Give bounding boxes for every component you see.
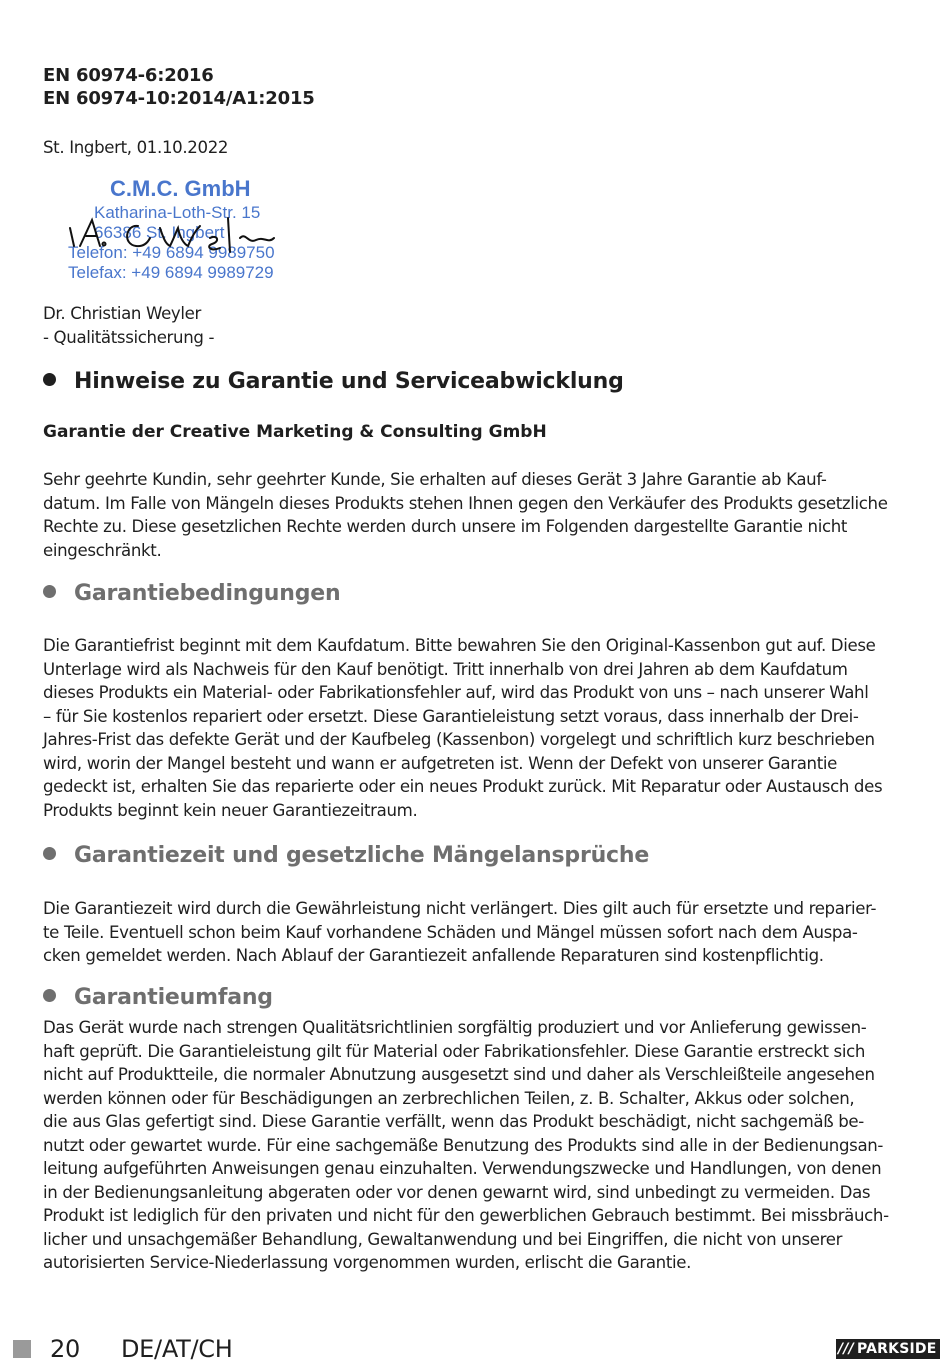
signatory-name: Dr. Christian Weyler <box>43 304 201 323</box>
brand-name: PARKSIDE <box>856 1341 937 1357</box>
page-number: 20 <box>50 1335 80 1363</box>
text-line: gedeckt ist, erhalten Sie das reparierte oder ein neues Produkt zurück. Mit Reparatur oder Austausch des <box>43 777 883 796</box>
period-heading-text: Garantiezeit und gesetzliche Mängelansprüche <box>74 843 650 868</box>
footer-marker <box>13 1340 31 1358</box>
text-line: dieses Produkts ein Material- oder Fabrikationsfehler auf, wird das Produkt von uns – nach unserer Wahl <box>43 683 869 702</box>
company-stamp <box>60 168 320 286</box>
standard-1: EN 60974-6:2016 <box>43 65 214 86</box>
text-line: wird, worin der Mangel besteht und wann er aufgetreten ist. Wenn der Defekt von unserer Garantie <box>43 753 837 773</box>
text-line: te Teile. Eventuell schon beim Kauf vorhandene Schäden und Mängel müssen sofort nach dem Auspa- <box>43 922 858 942</box>
signatory-role: - Qualitätssicherung - <box>43 327 215 347</box>
text-line: Das Gerät wurde nach strengen Qualitätsrichtlinien sorgfältig produziert und vor Anlieferung gewissen- <box>43 1018 867 1037</box>
place-date: St. Ingbert, 01.10.2022 <box>43 138 229 157</box>
bullet-icon <box>43 989 56 1002</box>
stamp-company: C.M.C. GmbH <box>110 176 251 201</box>
period-heading <box>43 843 649 868</box>
conditions-paragraph <box>43 634 882 822</box>
text-line: Jahres-Frist das defekte Gerät und der Kaufbeleg (Kassenbon) vorgelegt und schriftlich kurz beschrieben <box>43 730 875 749</box>
text-line: werden können oder für Beschädigungen an zerbrechlichen Teilen, z. B. Schalter, Akkus oder solchen, <box>43 1088 855 1108</box>
text-line: cken gemeldet werden. Nach Ablauf der Garantiezeit anfallende Reparaturen sind kostenpflichtig. <box>43 946 824 965</box>
standard-2: EN 60974-10:2014/A1:2015 <box>43 88 315 109</box>
brand-slashes: /// <box>838 1341 854 1357</box>
stamp-city: 66386 St. Ingbert <box>94 223 225 242</box>
stamp-graphic <box>60 168 320 286</box>
stamp-fax: Telefax: +49 6894 9989729 <box>68 263 274 282</box>
standards-block <box>43 64 315 110</box>
brand-logo <box>836 1339 940 1359</box>
bullet-icon <box>43 847 56 860</box>
stamp-street: Katharina-Loth-Str. 15 <box>94 203 261 222</box>
text-line: datum. Im Falle von Mängeln dieses Produkts stehen Ihnen gegen den Verkäufer des Produkts gesetzliche <box>43 493 888 513</box>
text-line: – für Sie kostenlos repariert oder ersetzt. Diese Garantieleistung setzt voraus, dass innerhalb der Drei- <box>43 706 859 726</box>
text-line: Unterlage wird als Nachweis für den Kauf benötigt. Tritt innerhalb von drei Jahren ab dem Kaufdatum <box>43 659 848 679</box>
text-line: haft geprüft. Die Garantieleistung gilt für Material oder Fabrikationsfehler. Diese Garantie erstreckt sich <box>43 1041 866 1061</box>
text-line: die aus Glas gefertigt sind. Diese Garantie verfällt, wenn das Produkt beschädigt, nicht sachgemäß be- <box>43 1112 864 1131</box>
text-line: licher und unsachgemäßer Behandlung, Gewaltanwendung und bei Eingriffen, die nicht von unserer <box>43 1229 843 1249</box>
main-heading <box>43 369 624 394</box>
signatory-block <box>43 302 214 349</box>
text-line: Rechte zu. Diese gesetzlichen Rechte werden durch unsere im Folgenden dargestellte Garantie nicht <box>43 517 848 536</box>
text-line: leitung aufgeführten Anweisungen genau einzuhalten. Verwendungszwecke und Handlungen, von denen <box>43 1159 882 1178</box>
period-paragraph <box>43 897 876 968</box>
stamp-phone: Telefon: +49 6894 9989750 <box>68 243 275 262</box>
text-line: nutzt oder gewartet wurde. Für eine sachgemäße Benutzung des Produkts sind alle in der Bedienungsan- <box>43 1135 884 1155</box>
subheading: Garantie der Creative Marketing & Consulting GmbH <box>43 422 547 442</box>
bullet-icon <box>43 585 56 598</box>
bullet-icon <box>43 373 56 386</box>
text-line: in der Bedienungsanleitung abgeraten oder vor denen gewarnt wird, sind unbedingt zu vermeiden. Das <box>43 1182 871 1202</box>
text-line: autorisierten Service-Niederlassung vorgenommen wurden, erlischt die Garantie. <box>43 1253 692 1272</box>
locale-label: DE/AT/CH <box>121 1335 233 1363</box>
text-line: eingeschränkt. <box>43 540 162 560</box>
text-line: nicht auf Produktteile, die normaler Abnutzung ausgesetzt sind und daher als Verschleißteile angesehen <box>43 1065 875 1084</box>
scope-heading <box>43 985 273 1010</box>
text-line: Produkts beginnt kein neuer Garantiezeitraum. <box>43 800 418 820</box>
text-line: Sehr geehrte Kundin, sehr geehrter Kunde, Sie erhalten auf dieses Gerät 3 Jahre Garantie ab Kauf- <box>43 470 827 489</box>
scope-heading-text: Garantieumfang <box>74 985 273 1010</box>
scope-paragraph <box>43 1016 889 1275</box>
intro-paragraph <box>43 468 888 562</box>
text-line: Die Garantiezeit wird durch die Gewährleistung nicht verlängert. Dies gilt auch für ersetzte und reparier- <box>43 899 877 918</box>
text-line: Die Garantiefrist beginnt mit dem Kaufdatum. Bitte bewahren Sie den Original-Kassenbon gut auf. Diese <box>43 636 876 655</box>
conditions-heading-text: Garantiebedingungen <box>74 581 341 606</box>
main-heading-text: Hinweise zu Garantie und Serviceabwicklung <box>74 369 624 394</box>
conditions-heading <box>43 581 340 606</box>
text-line: Produkt ist lediglich für den privaten und nicht für den gewerblichen Gebrauch bestimmt. Bei missbräuch- <box>43 1206 889 1225</box>
